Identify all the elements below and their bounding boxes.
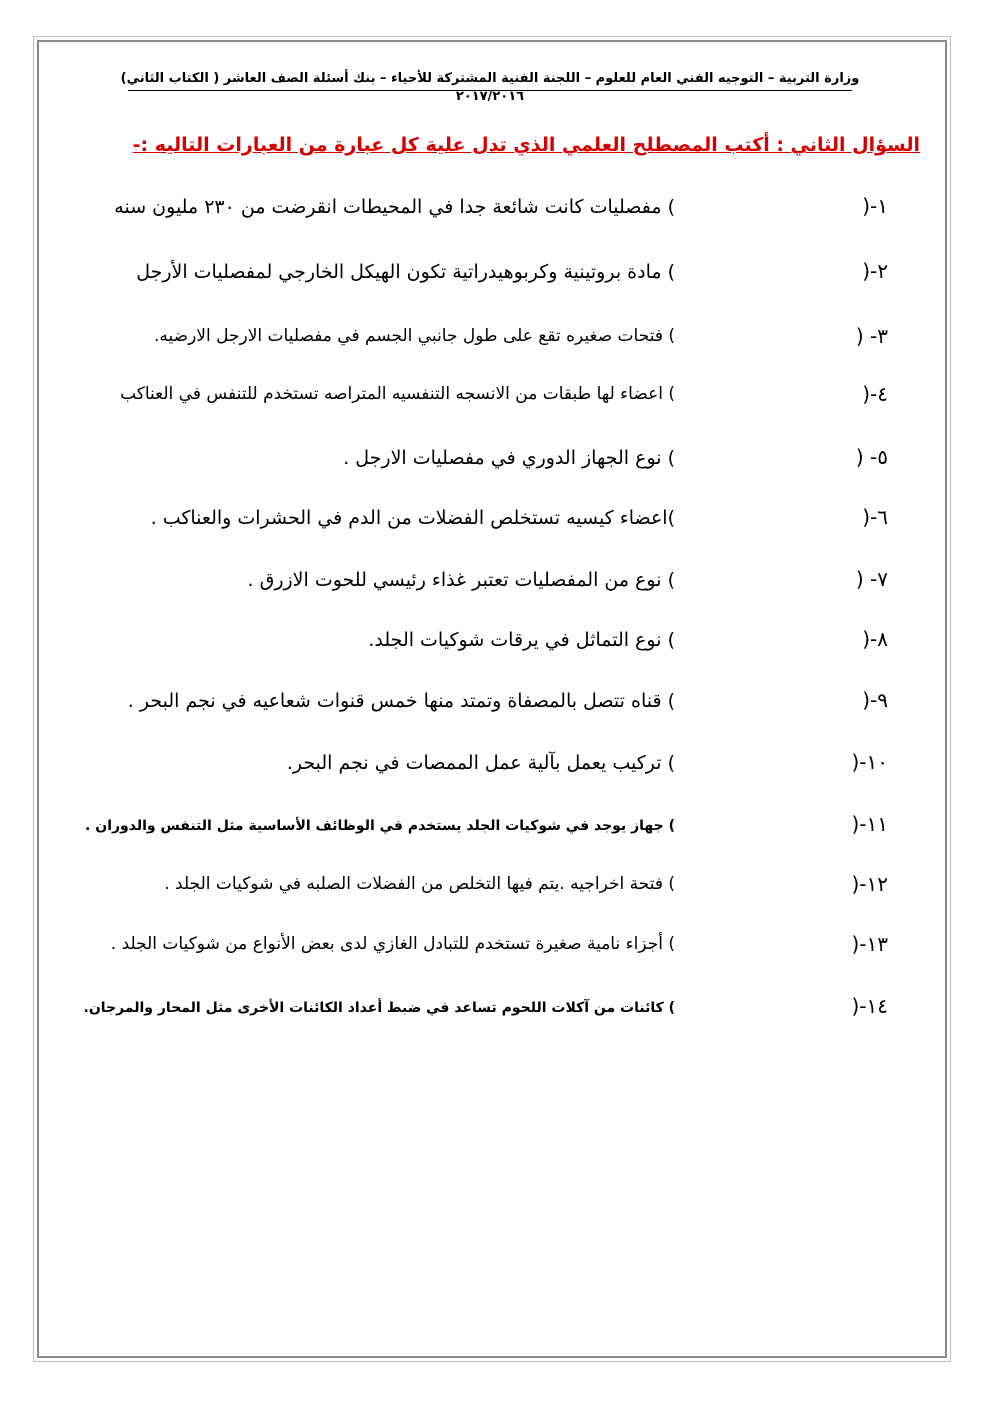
document-header: وزارة التربية – التوجيه الفني العام للعلوم – اللجنة الفنية المشتركة للأحياء – بنك أسئلة الصف العاشر ( الكتاب الثاني) ٢٠١٧/٢٠١٦ [120,71,860,104]
item-number: ٢-( [862,259,888,283]
item-text: ) قناه تتصل بالمصفاة وتمتد منها خمس قنوات شعاعيه في نجم البحر . [127,690,675,712]
item-number: ٧- ( [855,567,888,591]
question-item [60,932,900,972]
item-number: ٦-( [862,505,888,529]
item-text: ) كائنات من آكلات اللحوم تساعد في ضبط أعداد الكائنات الأخرى مثل المحار والمرجان. [83,1000,675,1016]
item-text: ) مفصليات كانت شائعة جدا في المحيطات انقرضت من ٢٣٠ مليون سنه [114,196,675,218]
question-item [60,194,900,234]
question-item [60,627,900,667]
question-item [60,812,900,852]
item-number: ١٤-( [851,994,888,1018]
item-text: ) مادة بروتينية وكربوهيدراتية تكون الهيكل الخارجي لمفصليات الأرجل [136,261,675,283]
item-text: ) جهاز يوجد في شوكيات الجلد يستخدم في الوظائف الأساسية مثل التنفس والدوران . [85,818,675,834]
item-number: ١-( [862,194,888,218]
item-text: ) نوع من المفصليات تعتبر غذاء رئيسي للحوت الازرق . [247,569,675,591]
item-number: ١١-( [851,812,888,836]
item-text: ) نوع الجهاز الدوري في مفصليات الارجل . [343,447,675,469]
question-item [60,750,900,790]
item-number: ١٠-( [851,750,888,774]
item-text: ) فتحة اخراجيه .يتم فيها التخلص من الفضلات الصلبه في شوكيات الجلد . [164,874,675,894]
question-item [60,324,900,364]
item-text: ) اعضاء لها طبقات من الانسجه التنفسيه المتراصه تستخدم للتنفس في العناكب [120,384,675,404]
item-text: ) أجزاء نامية صغيرة تستخدم للتبادل الغازي لدى بعض الأنواع من شوكيات الجلد . [110,934,675,954]
question-item [60,872,900,912]
item-text: )اعضاء كيسيه تستخلص الفضلات من الدم في الحشرات والعناكب . [150,507,675,529]
question-item [60,994,900,1034]
question-item [60,567,900,607]
item-number: ٥- ( [855,445,888,469]
question-title: السؤال الثاني : أكتب المصطلح العلمي الذي تدل علية كل عبارة من العبارات التاليه :- [132,134,920,156]
item-number: ٩-( [862,688,888,712]
question-item [60,445,900,485]
item-number: ١٣-( [851,932,888,956]
question-item [60,259,900,299]
question-item [60,382,900,422]
item-number: ٤-( [862,382,888,406]
header-underline [128,90,852,91]
item-number: ٨-( [862,627,888,651]
item-text: ) نوع التماثل في يرقات شوكيات الجلد. [368,629,675,651]
question-item [60,505,900,545]
item-number: ١٢-( [851,872,888,896]
item-text: ) تركيب يعمل بآلية عمل الممصات في نجم البحر. [286,752,675,774]
question-item [60,688,900,728]
item-text: ) فتحات صغيره تقع على طول جانبي الجسم في مفصليات الارجل الارضيه. [153,326,675,346]
item-number: ٣- ( [855,324,888,348]
